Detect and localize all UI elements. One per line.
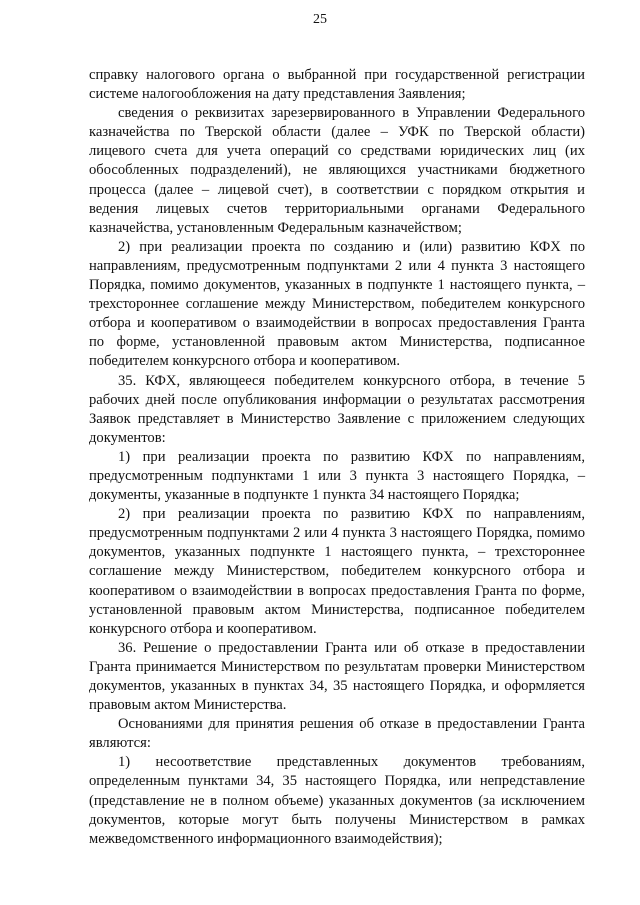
document-body: [89, 66, 585, 849]
page-number: 25: [313, 12, 327, 27]
paragraph-section-36: 36. Решение о предоставлении Гранта или об отказе в предоставлении Гранта принимается Министерством по результатам проверки Министерством документов, указанных в пунктах 34, 35 настоящего Порядка, и оформляется правовым актом Министерства.: [89, 639, 585, 714]
paragraph-tax-certificate: справку налогового органа о выбранной при государственной регистрации системе налогообложения на дату представления Заявления;: [89, 67, 585, 103]
paragraph-item-34-2: 2) при реализации проекта по созданию и (или) развитию КФХ по направлениям, предусмотренным подпунктами 2 или 4 пункта 3 настоящего Порядка, помимо документов, указанных в подпункте 1 настоящего пункта, – трехстороннее соглашение между Министерством, победителем конкурсного отбора и кооперативом о взаимодействии в вопросах предоставления Гранта по форме, установленной правовым актом Министерства, подписанное победителем конкурсного отбора и кооперативом.: [89, 238, 585, 370]
paragraph-refusal-item-1: 1) несоответствие представленных документов требованиям, определенным пунктами 34, 35 настоящего Порядка, или непредставление (представление не в полном объеме) указанных документов (за исключением документов, которые могут быть получены Министерством в рамках межведомственного информационного взаимодействия);: [89, 754, 585, 847]
paragraph-section-35: 35. КФХ, являющееся победителем конкурсного отбора, в течение 5 рабочих дней после опубликования информации о результатах рассмотрения Заявок представляет в Министерство Заявление с приложением следующих документов:: [89, 372, 585, 446]
paragraph-refusal-grounds: Основаниями для принятия решения об отказе в предоставлении Гранта являются:: [89, 716, 585, 752]
paragraph-item-35-1: 1) при реализации проекта по развитию КФХ по направлениям, предусмотренным подпунктами 1 или 3 пункта 3 настоящего Порядка, – документы, указанные в подпункте 1 пункта 34 настоящего Порядка;: [89, 448, 585, 504]
paragraph-account-details: сведения о реквизитах зарезервированного в Управлении Федерального казначейства по Тверской области (далее – УФК по Тверской области) лицевого счета для учета операций со средствами юридических лиц (их обособленных подразделений), не являющихся участниками бюджетного процесса (далее – лицевой счет), в соответствии с порядком открытия и ведения лицевых счетов территориальными органами Федерального казначейства, установленным Федеральным казначейством;: [89, 105, 585, 236]
paragraph-item-35-2: 2) при реализации проекта по развитию КФХ по направлениям, предусмотренным подпунктами 2 или 4 пункта 3 настоящего Порядка, помимо документов, указанных подпункте 1 настоящего пункта, – трехстороннее соглашение между Министерством, победителем конкурсного отбора и кооперативом о взаимодействии в вопросах предоставления Гранта по форме, установленной правовым актом Министерства, подписанное победителем конкурсного отбора и кооперативом.: [89, 506, 585, 637]
